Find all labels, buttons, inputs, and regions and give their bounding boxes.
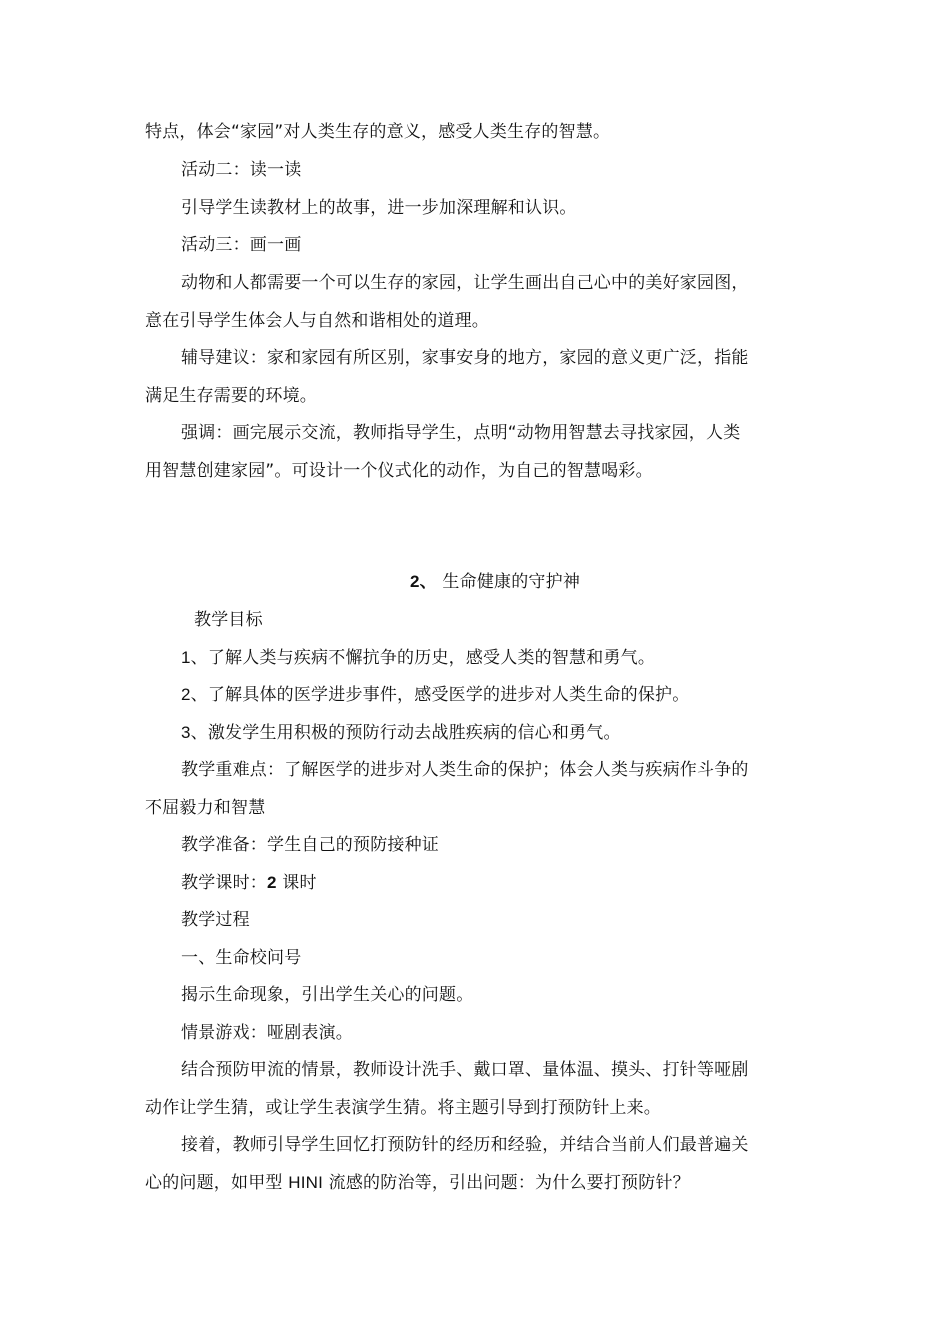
advice-line1: 辅导建议：家和家园有所区别，家事安身的地方，家园的意义更广泛，指能	[181, 348, 749, 368]
goals-heading: 教学目标	[194, 610, 263, 630]
process-heading: 教学过程	[181, 910, 250, 930]
section-title-number: 2、	[409, 572, 437, 591]
emphasis-line2: 用智慧创建家园”。可设计一个仪式化的动作，为自己的智慧喝彩。	[145, 461, 653, 481]
section-title	[0, 570, 950, 594]
part1-line4: 动作让学生猜，或让学生表演学生猜。将主题引导到打预防针上来。	[145, 1098, 661, 1118]
goal-3-text: 、激发学生用积极的预防行动去战胜疾病的信心和勇气。	[190, 723, 621, 743]
part1-line5: 接着，教师引导学生回忆打预防针的经历和经验，并结合当前人们最普遍关	[181, 1135, 749, 1155]
goal-2	[181, 683, 689, 707]
goal-3	[181, 721, 621, 745]
key-points-line1: 教学重难点：了解医学的进步对人类生命的保护；体会人类与疾病作斗争的	[181, 760, 749, 780]
part1-line1: 揭示生命现象，引出学生关心的问题。	[181, 985, 474, 1005]
goal-1-text: 、了解人类与疾病不懈抗争的历史，感受人类的智慧和勇气。	[190, 648, 656, 668]
goal-2-text: 、了解具体的医学进步事件，感受医学的进步对人类生命的保护。	[190, 685, 690, 705]
key-points-line2: 不屈毅力和智慧	[145, 798, 266, 818]
activity2-title: 活动二：读一读	[181, 160, 302, 180]
part1-heading: 一、生命校问号	[181, 948, 302, 968]
activity2-text: 引导学生读教材上的故事，进一步加深理解和认识。	[181, 198, 577, 218]
part1-line2: 情景游戏：哑剧表演。	[181, 1023, 353, 1043]
emphasis-line1: 强调：画完展示交流，教师指导学生，点明“动物用智慧去寻找家园，人类	[181, 423, 741, 443]
goal-3-number: 3	[181, 723, 191, 742]
part1-line6-end: 流感的防治等，引出问题：为什么要打预防针？	[328, 1173, 690, 1193]
part1-line3: 结合预防甲流的情景，教师设计洗手、戴口罩、量体温、摸头、打针等哑剧	[181, 1060, 749, 1080]
goal-1	[181, 646, 655, 670]
activity3-line2: 意在引导学生体会人与自然和谐相处的道理。	[145, 311, 489, 331]
teaching-prep: 教学准备：学生自己的预防接种证	[181, 835, 439, 855]
part1-line6	[145, 1171, 690, 1195]
activity3-title: 活动三：画一画	[181, 235, 302, 255]
advice-line2: 满足生存需要的环境。	[145, 386, 317, 406]
intro-tail: 特点，体会“家园”对人类生存的意义，感受人类生存的智慧。	[145, 122, 611, 142]
teaching-hours	[181, 871, 317, 895]
section-title-text: 生命健康的守护神	[442, 572, 581, 592]
goal-1-number: 1	[181, 648, 191, 667]
teaching-hours-label: 教学课时：	[181, 873, 267, 893]
part1-line6-start: 心的问题，如甲型	[145, 1173, 283, 1193]
teaching-hours-unit: 课时	[282, 873, 317, 893]
activity3-line1: 动物和人都需要一个可以生存的家园，让学生画出自己心中的美好家园图，	[181, 273, 749, 293]
goal-2-number: 2	[181, 685, 191, 704]
part1-line6-virus-name: HINI	[288, 1173, 324, 1192]
teaching-hours-number: 2	[267, 873, 277, 892]
